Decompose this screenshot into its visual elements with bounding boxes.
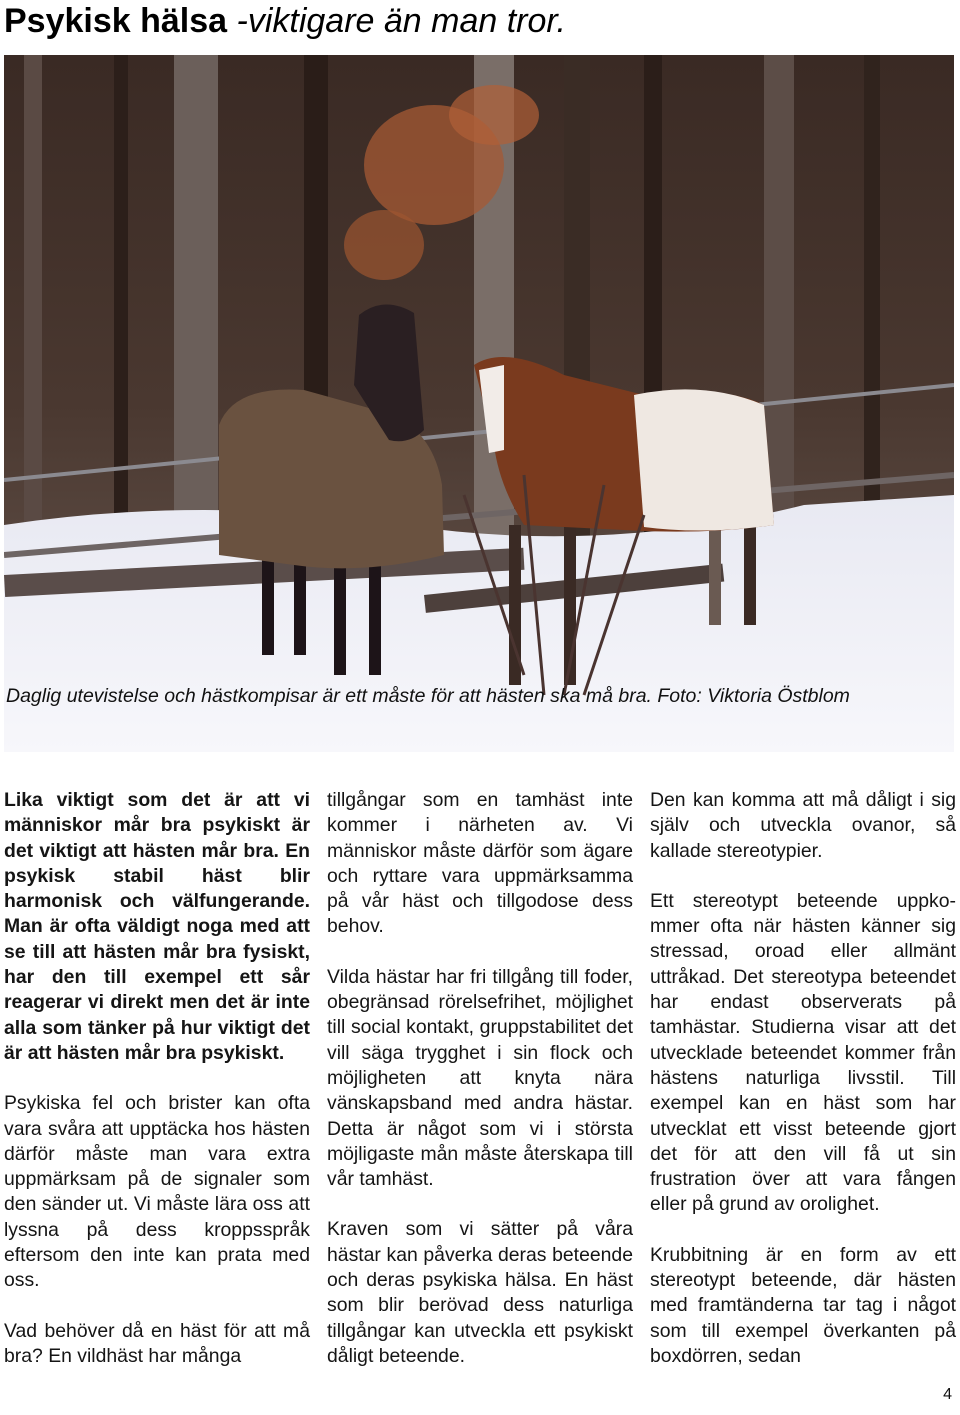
body-paragraph: Den kan komma att må dåligt i sig själv och utveckla ovanor, så kallade stereotypier.	[650, 789, 956, 862]
photo-caption: Daglig utevistelse och hästkompisar är ett måste för att hästen ska må bra. Foto: Viktoria Östblom	[6, 685, 850, 707]
body-paragraph: Vad behöver då en häst för att må bra? En vildhäst har många	[4, 1319, 310, 1367]
body-paragraph: Kraven som vi sätter på våra hästar kan påverka deras beteende och deras psykiska hälsa. En häst som blir berövad dess naturliga tillgångar kan utveckla ett psykiskt dåligt beteende.	[327, 1218, 633, 1367]
lead-paragraph: Lika viktigt som det är att vi människor mår bra psykiskt är det viktigt att hästen mår bra. En psykisk stabil häst blir harmonisk och välfungerande. Man är ofta väldigt noga med att se till att hästen mår bra fysiskt, har den till exempel ett sår reagerar vi direkt men det är inte alla som tänker på hur viktigt det är att hästen mår bra psykiskt.	[4, 789, 310, 1064]
body-paragraph: Krubbitning är en form av ett stereotypt beteende, där hästen med framtänderna tar tag i något som till exempel överkanten på boxdörren, sedan	[650, 1243, 956, 1367]
page-number: 4	[943, 1386, 952, 1403]
title-subtitle: -viktigare än man tror.	[227, 2, 566, 40]
body-paragraph: Ett stereotypt beteende uppkommer ofta när hästen känner sig stressad, oroad eller allmänt uttråkad. Det stereotypa beteendet har endast observerats på tamhästar. Studierna visar att det utvecklade beteendet kommer från hästens naturliga livsstil. Till exempel kan en häst som har utvecklat ett visst beteende gjort det för att den vill få ut sin frustration över att vara fången eller på grund av orolighet.	[650, 889, 956, 1216]
body-paragraph: Psykiska fel och brister kan ofta vara svåra att upptäcka hos hästen därför måste man vara extra uppmärksam på de signaler som den sänder ut. Vi måste lära oss att lyssna på dess kroppsspråk eftersom den inte kan prata med oss.	[4, 1092, 310, 1292]
horses-in-snow-photo	[4, 55, 954, 752]
text-column-3	[650, 788, 956, 1394]
body-paragraph: Vilda hästar har fri tillgång till foder, obegränsad rörelsefrihet, möjlighet till social kontakt, gruppstabilitet det vill säga trygghet i sin flock och möjligheten att knyta nära vänskapsband med andra hästar. Detta är något som vi i största möjligaste mån måste återskapa till vår tamhäst.	[327, 965, 633, 1191]
body-paragraph: tillgångar som en tamhäst inte kommer i närheten av. Vi människor måste därför som ägare och ryttare vara uppmärksamma på vår häst och tillgodose dess behov.	[327, 789, 633, 938]
article-title	[4, 2, 566, 40]
text-column-1	[4, 788, 310, 1394]
title-main: Psykisk hälsa	[4, 2, 228, 40]
text-column-2	[327, 788, 633, 1394]
